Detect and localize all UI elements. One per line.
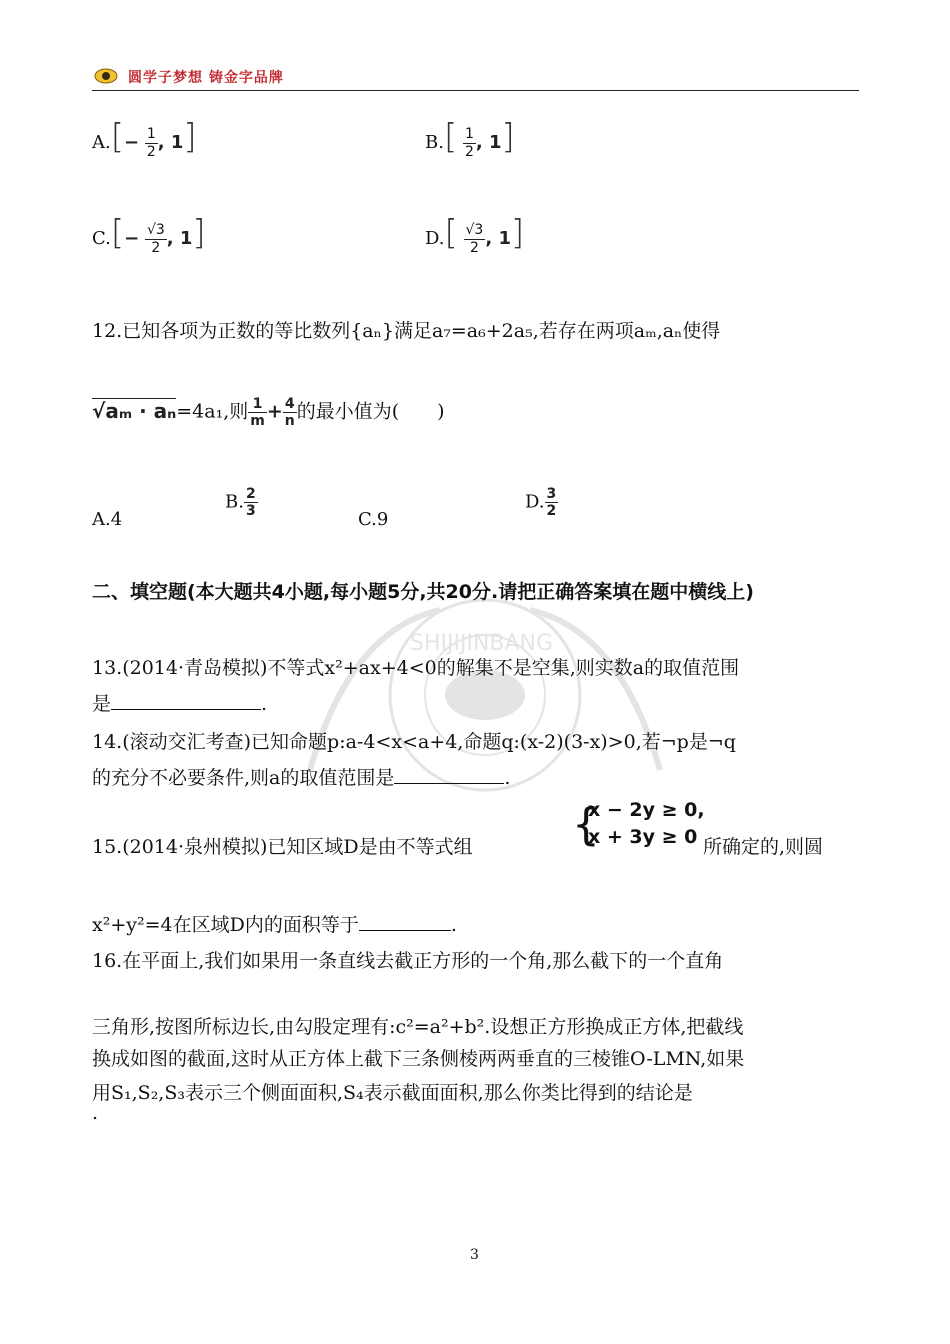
q16-line3: 换成如图的截面,这时从正方体上截下三条侧棱两两垂直的三棱锥O-LMN,如果 bbox=[92, 1048, 745, 1070]
q12-option-b: B. $\frac{2}{3}$ bbox=[225, 486, 256, 520]
fraction: $\frac{1}{2}$ bbox=[464, 126, 474, 160]
q12-line1: 12.已知各项为正数的等比数列{aₙ}满足a₇=a₆+2a₅,若存在两项aₘ,aₙ使得 bbox=[92, 320, 721, 342]
page-number: 3 bbox=[470, 1247, 479, 1263]
answer-blank[interactable] bbox=[394, 765, 504, 784]
page-header bbox=[92, 64, 859, 91]
q11-option-b: B.[ $\frac{1}{2}$ , 1] bbox=[425, 117, 515, 160]
fraction: $\frac{√3}{2}$ bbox=[465, 222, 484, 256]
inequality-1: x − 2y ≥ 0, bbox=[588, 799, 705, 821]
q16-line2: 三角形,按图所标边长,由勾股定理有:c²=a²+b².设想正方形换成正方体,把截线 bbox=[92, 1016, 744, 1038]
q16-line1: 16.在平面上,我们如果用一条直线去截正方形的一个角,那么截下的一个直角 bbox=[92, 950, 724, 972]
q11-option-a: A.[− $\frac{1}{2}$ , 1] bbox=[92, 117, 197, 160]
fraction: $\frac{√3}{2}$ bbox=[146, 222, 165, 256]
q13-line1: 13.(2014·青岛模拟)不等式x²+ax+4<0的解集不是空集,则实数a的取值范围 bbox=[92, 657, 740, 679]
q14-line1: 14.(滚动交汇考查)已知命题p:a-4<x<a+4,命题q:(x-2)(3-x)>0,若¬p是¬q bbox=[92, 731, 736, 753]
q16-end-dot: . bbox=[92, 1102, 99, 1124]
brace: { bbox=[572, 799, 600, 850]
answer-blank[interactable] bbox=[111, 691, 261, 710]
q11-option-c: C.[− $\frac{√3}{2}$ , 1] bbox=[92, 213, 206, 256]
q12-line2: √aₘ · aₙ=4a₁,则 $\frac{1}{m}$ + $\frac{4}{n}$ 的最小值为( ) bbox=[92, 396, 445, 430]
q16-line4: 用S₁,S₂,S₃表示三个侧面面积,S₄表示截面面积,那么你类比得到的结论是 bbox=[92, 1082, 693, 1104]
q12-option-c: C.9 bbox=[358, 509, 389, 530]
q14-line2: 的充分不必要条件,则a的取值范围是 . bbox=[92, 767, 511, 789]
logo-icon bbox=[94, 67, 118, 85]
q13-line2: 是 . bbox=[92, 693, 268, 715]
header-slogan: 圆学子梦想 铸金字品牌 bbox=[128, 70, 284, 86]
inequality-2: x + 3y ≥ 0 bbox=[588, 826, 698, 848]
q15-line1-pre: 15.(2014·泉州模拟)已知区域D是由不等式组 bbox=[92, 836, 473, 858]
q12-option-d: D. $\frac{3}{2}$ bbox=[525, 486, 557, 520]
q11-option-d: D.[ $\frac{√3}{2}$ , 1] bbox=[425, 213, 525, 256]
q15-line1-post: 所确定的,则圆 bbox=[703, 836, 824, 858]
svg-text:SHIJIJINBANG: SHIJIJINBANG bbox=[410, 631, 554, 656]
q12-option-a: A.4 bbox=[92, 509, 123, 530]
answer-blank[interactable] bbox=[359, 912, 451, 931]
q15-line2: x²+y²=4在区域D内的面积等于 . bbox=[92, 914, 457, 936]
fraction: $\frac{1}{2}$ bbox=[146, 126, 156, 160]
section-title: 二、填空题(本大题共4小题,每小题5分,共20分.请把正确答案填在题中横线上) bbox=[92, 581, 754, 603]
